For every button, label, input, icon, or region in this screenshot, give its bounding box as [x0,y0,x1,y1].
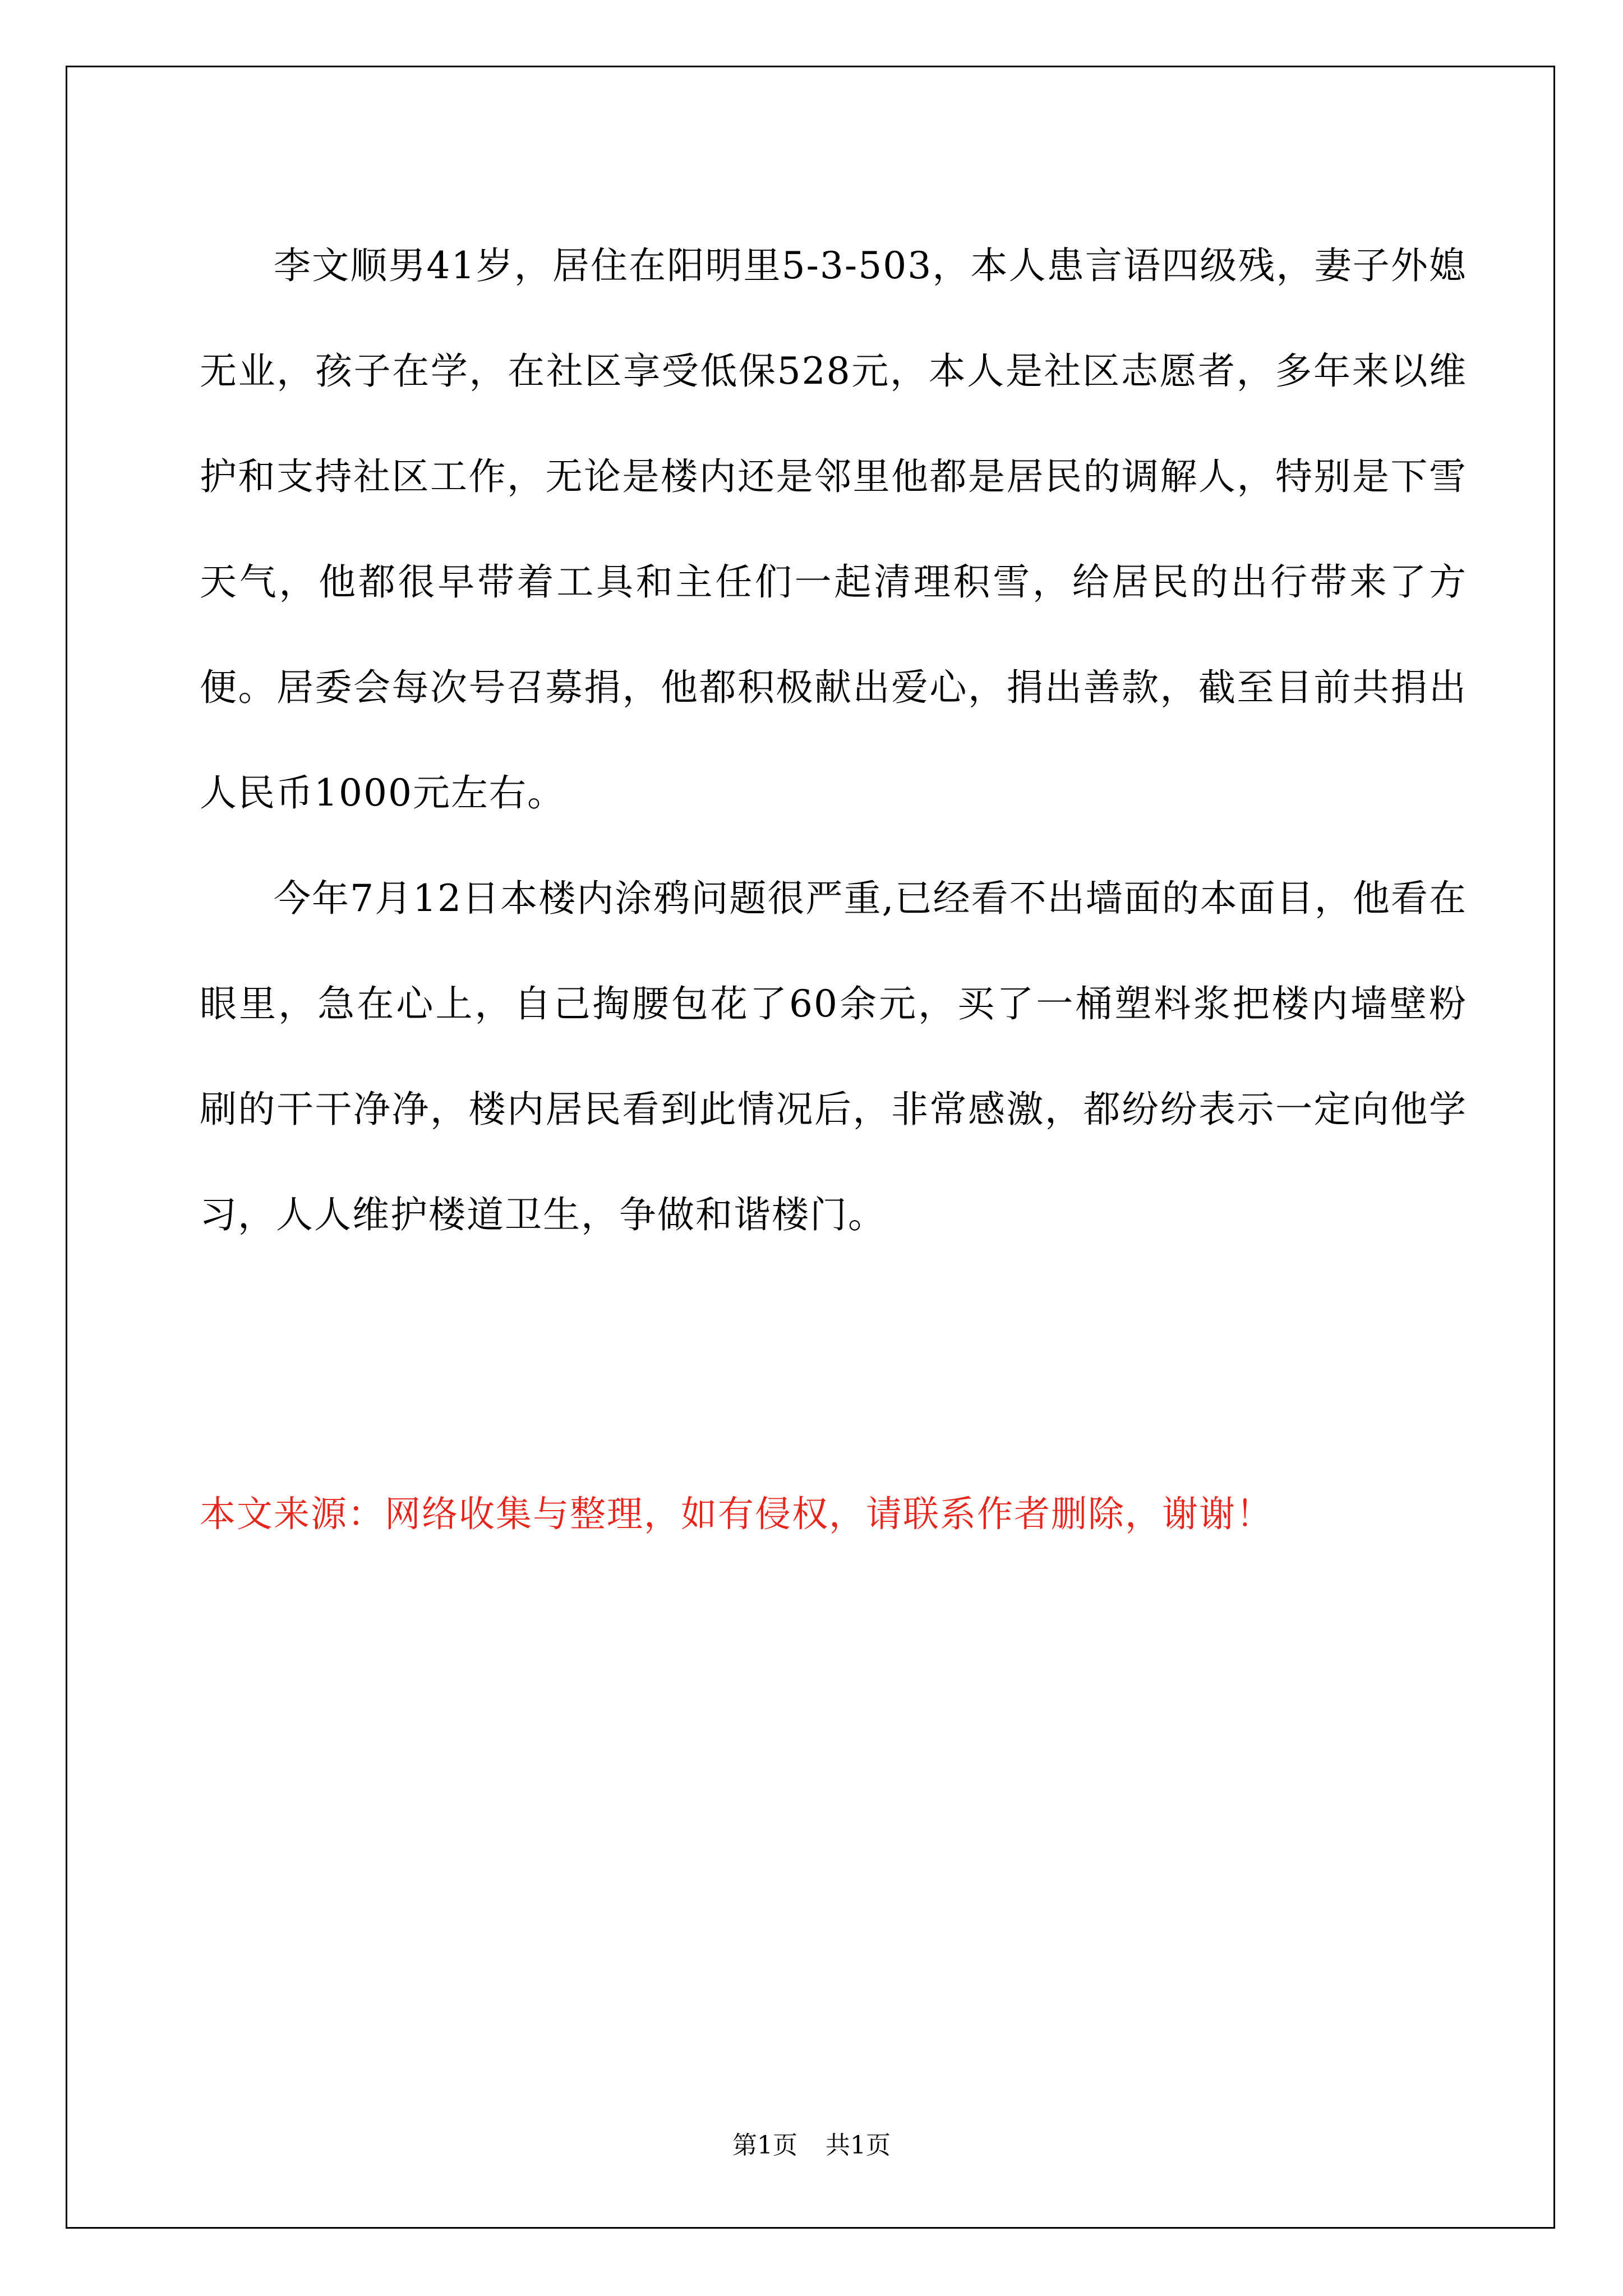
page-footer [0,2129,1623,2162]
page-total: 共1页 [826,2131,891,2160]
paragraph-2: 今年7月12日本楼内涂鸦问题很严重,已经看不出墙面的本面目，他看在眼里，急在心上，自己掏腰包花了60余元，买了一桶塑料浆把楼内墙壁粉刷的干干净净，楼内居民看到此情况后，非常感激，都纷纷表示一定向他学习，人人维护楼道卫生，争做和谐楼门。 [200,877,1467,1236]
paragraph-1: 李文顺男41岁，居住在阳明里5-3-503，本人患言语四级残，妻子外媳无业，孩子在学，在社区享受低保528元，本人是社区志愿者，多年来以维护和支持社区工作，无论是楼内还是邻里他都是居民的调解人，特别是下雪天气，他都很早带着工具和主任们一起清理积雪，给居民的出行带来了方便。居委会每次号召募捐，他都积极献出爱心，捐出善款，截至目前共捐出人民币1000元左右。 [200,244,1467,815]
page-number: 第1页 [732,2131,797,2160]
source-note: 本文来源：网络收集与整理，如有侵权，请联系作者删除，谢谢！ [200,1494,1273,1535]
document-body [200,213,1467,1268]
